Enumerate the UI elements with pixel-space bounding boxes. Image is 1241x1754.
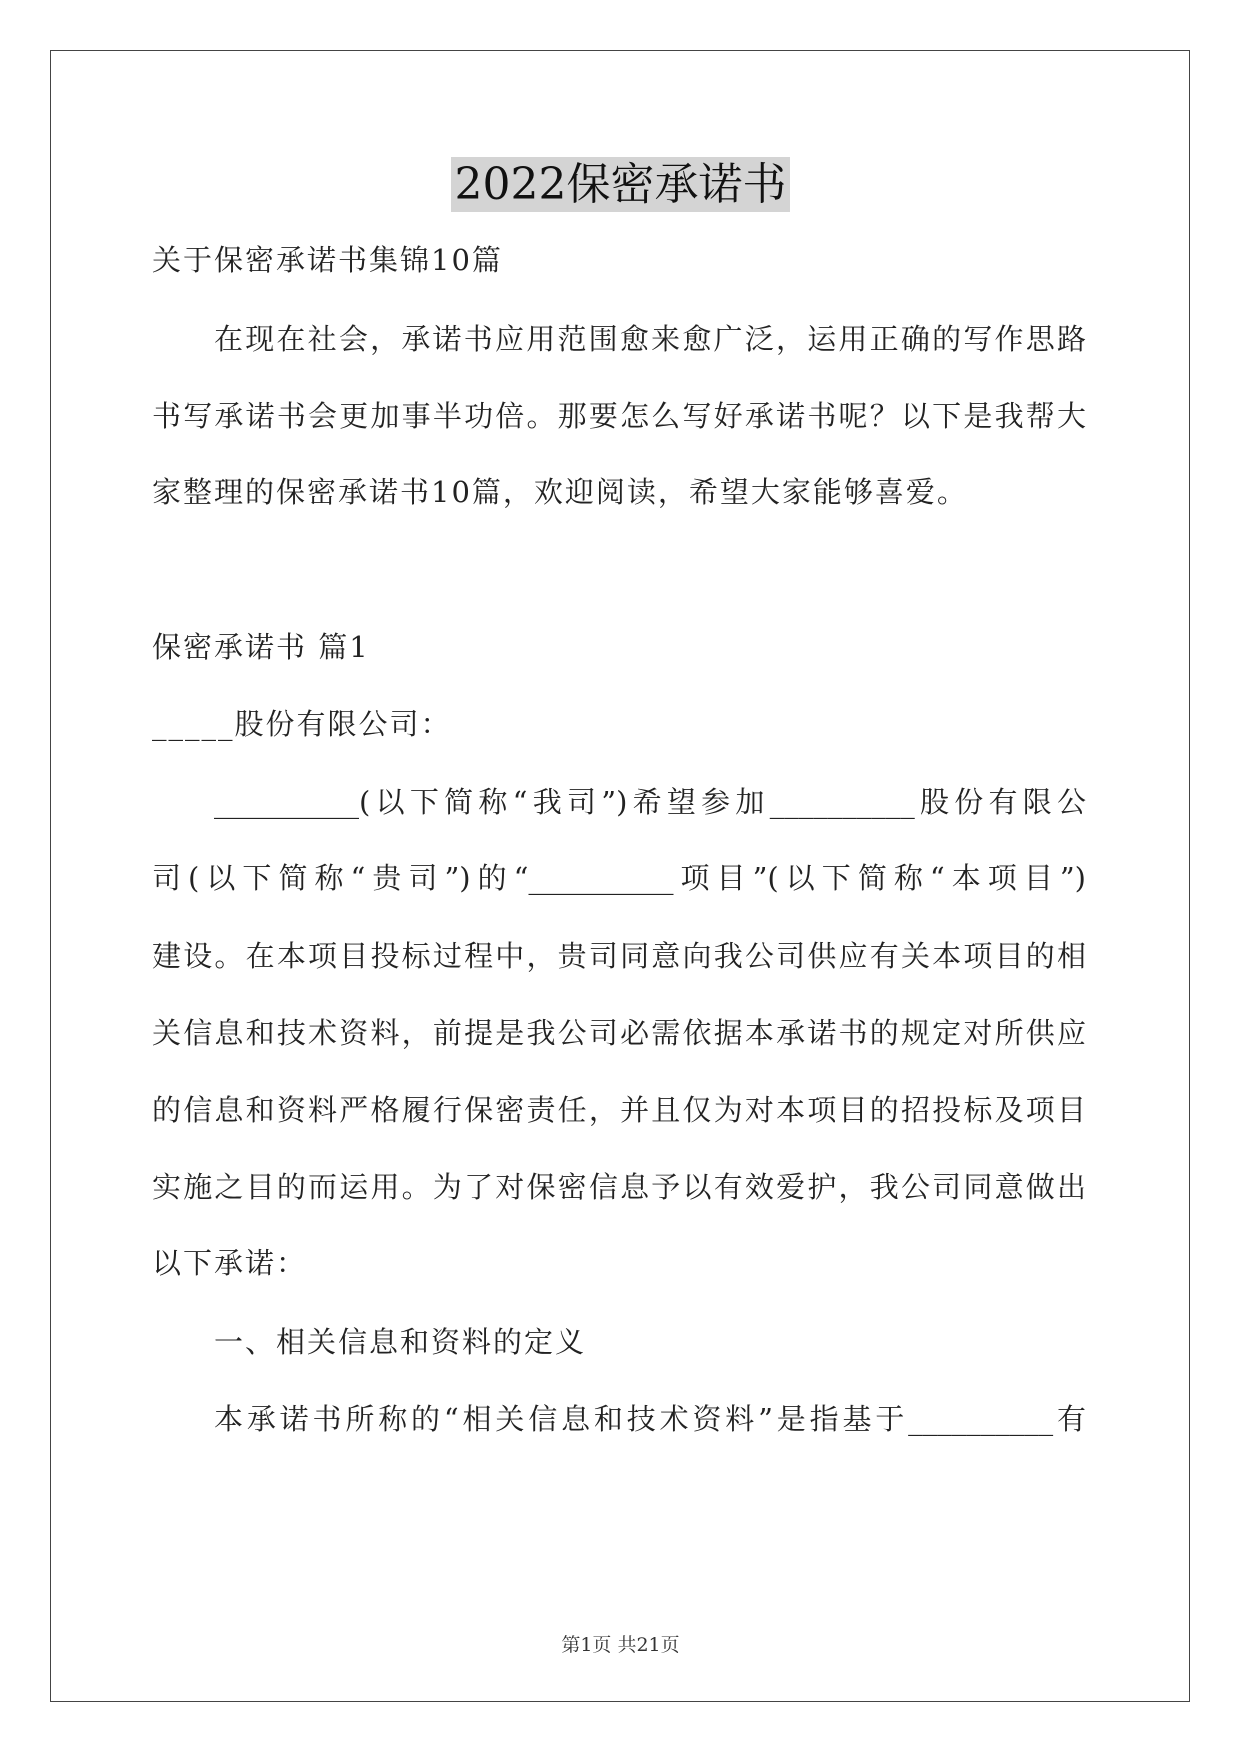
- body-line: 实施之目的而运用。为了对保密信息予以有效爱护，我公司同意做出: [152, 1170, 1086, 1204]
- page-footer: 第1页 共21页: [561, 1634, 680, 1656]
- subtitle: 关于保密承诺书集锦10篇: [152, 243, 503, 277]
- body-line: 的信息和资料严格履行保密责任，并且仅为对本项目的招投标及项目: [152, 1093, 1086, 1127]
- body-line: 以下承诺：: [152, 1246, 308, 1280]
- body-line: 司(以下简称“贵司”)的“__________项目”(以下简称“本项目”): [152, 861, 1086, 895]
- section-heading: 保密承诺书 篇1: [152, 630, 370, 664]
- clause-heading: 一、相关信息和资料的定义: [214, 1325, 587, 1359]
- intro-line: 在现在社会，承诺书应用范围愈来愈广泛，运用正确的写作思路: [214, 322, 1086, 356]
- document-title: 2022保密承诺书: [451, 157, 791, 212]
- clause-line: 本承诺书所称的“相关信息和技术资料”是指基于__________有: [214, 1402, 1086, 1436]
- addressee: _____股份有限公司：: [152, 707, 452, 741]
- intro-line: 家整理的保密承诺书10篇，欢迎阅读，希望大家能够喜爱。: [152, 475, 968, 509]
- body-line: 建设。在本项目投标过程中，贵司同意向我公司供应有关本项目的相: [152, 939, 1086, 973]
- document-title-container: [0, 148, 1241, 212]
- body-line: 关信息和技术资料，前提是我公司必需依据本承诺书的规定对所供应: [152, 1016, 1086, 1050]
- intro-line: 书写承诺书会更加事半功倍。那要怎么写好承诺书呢？以下是我帮大: [152, 399, 1086, 433]
- body-line: __________(以下简称“我司”)希望参加__________股份有限公: [214, 785, 1086, 819]
